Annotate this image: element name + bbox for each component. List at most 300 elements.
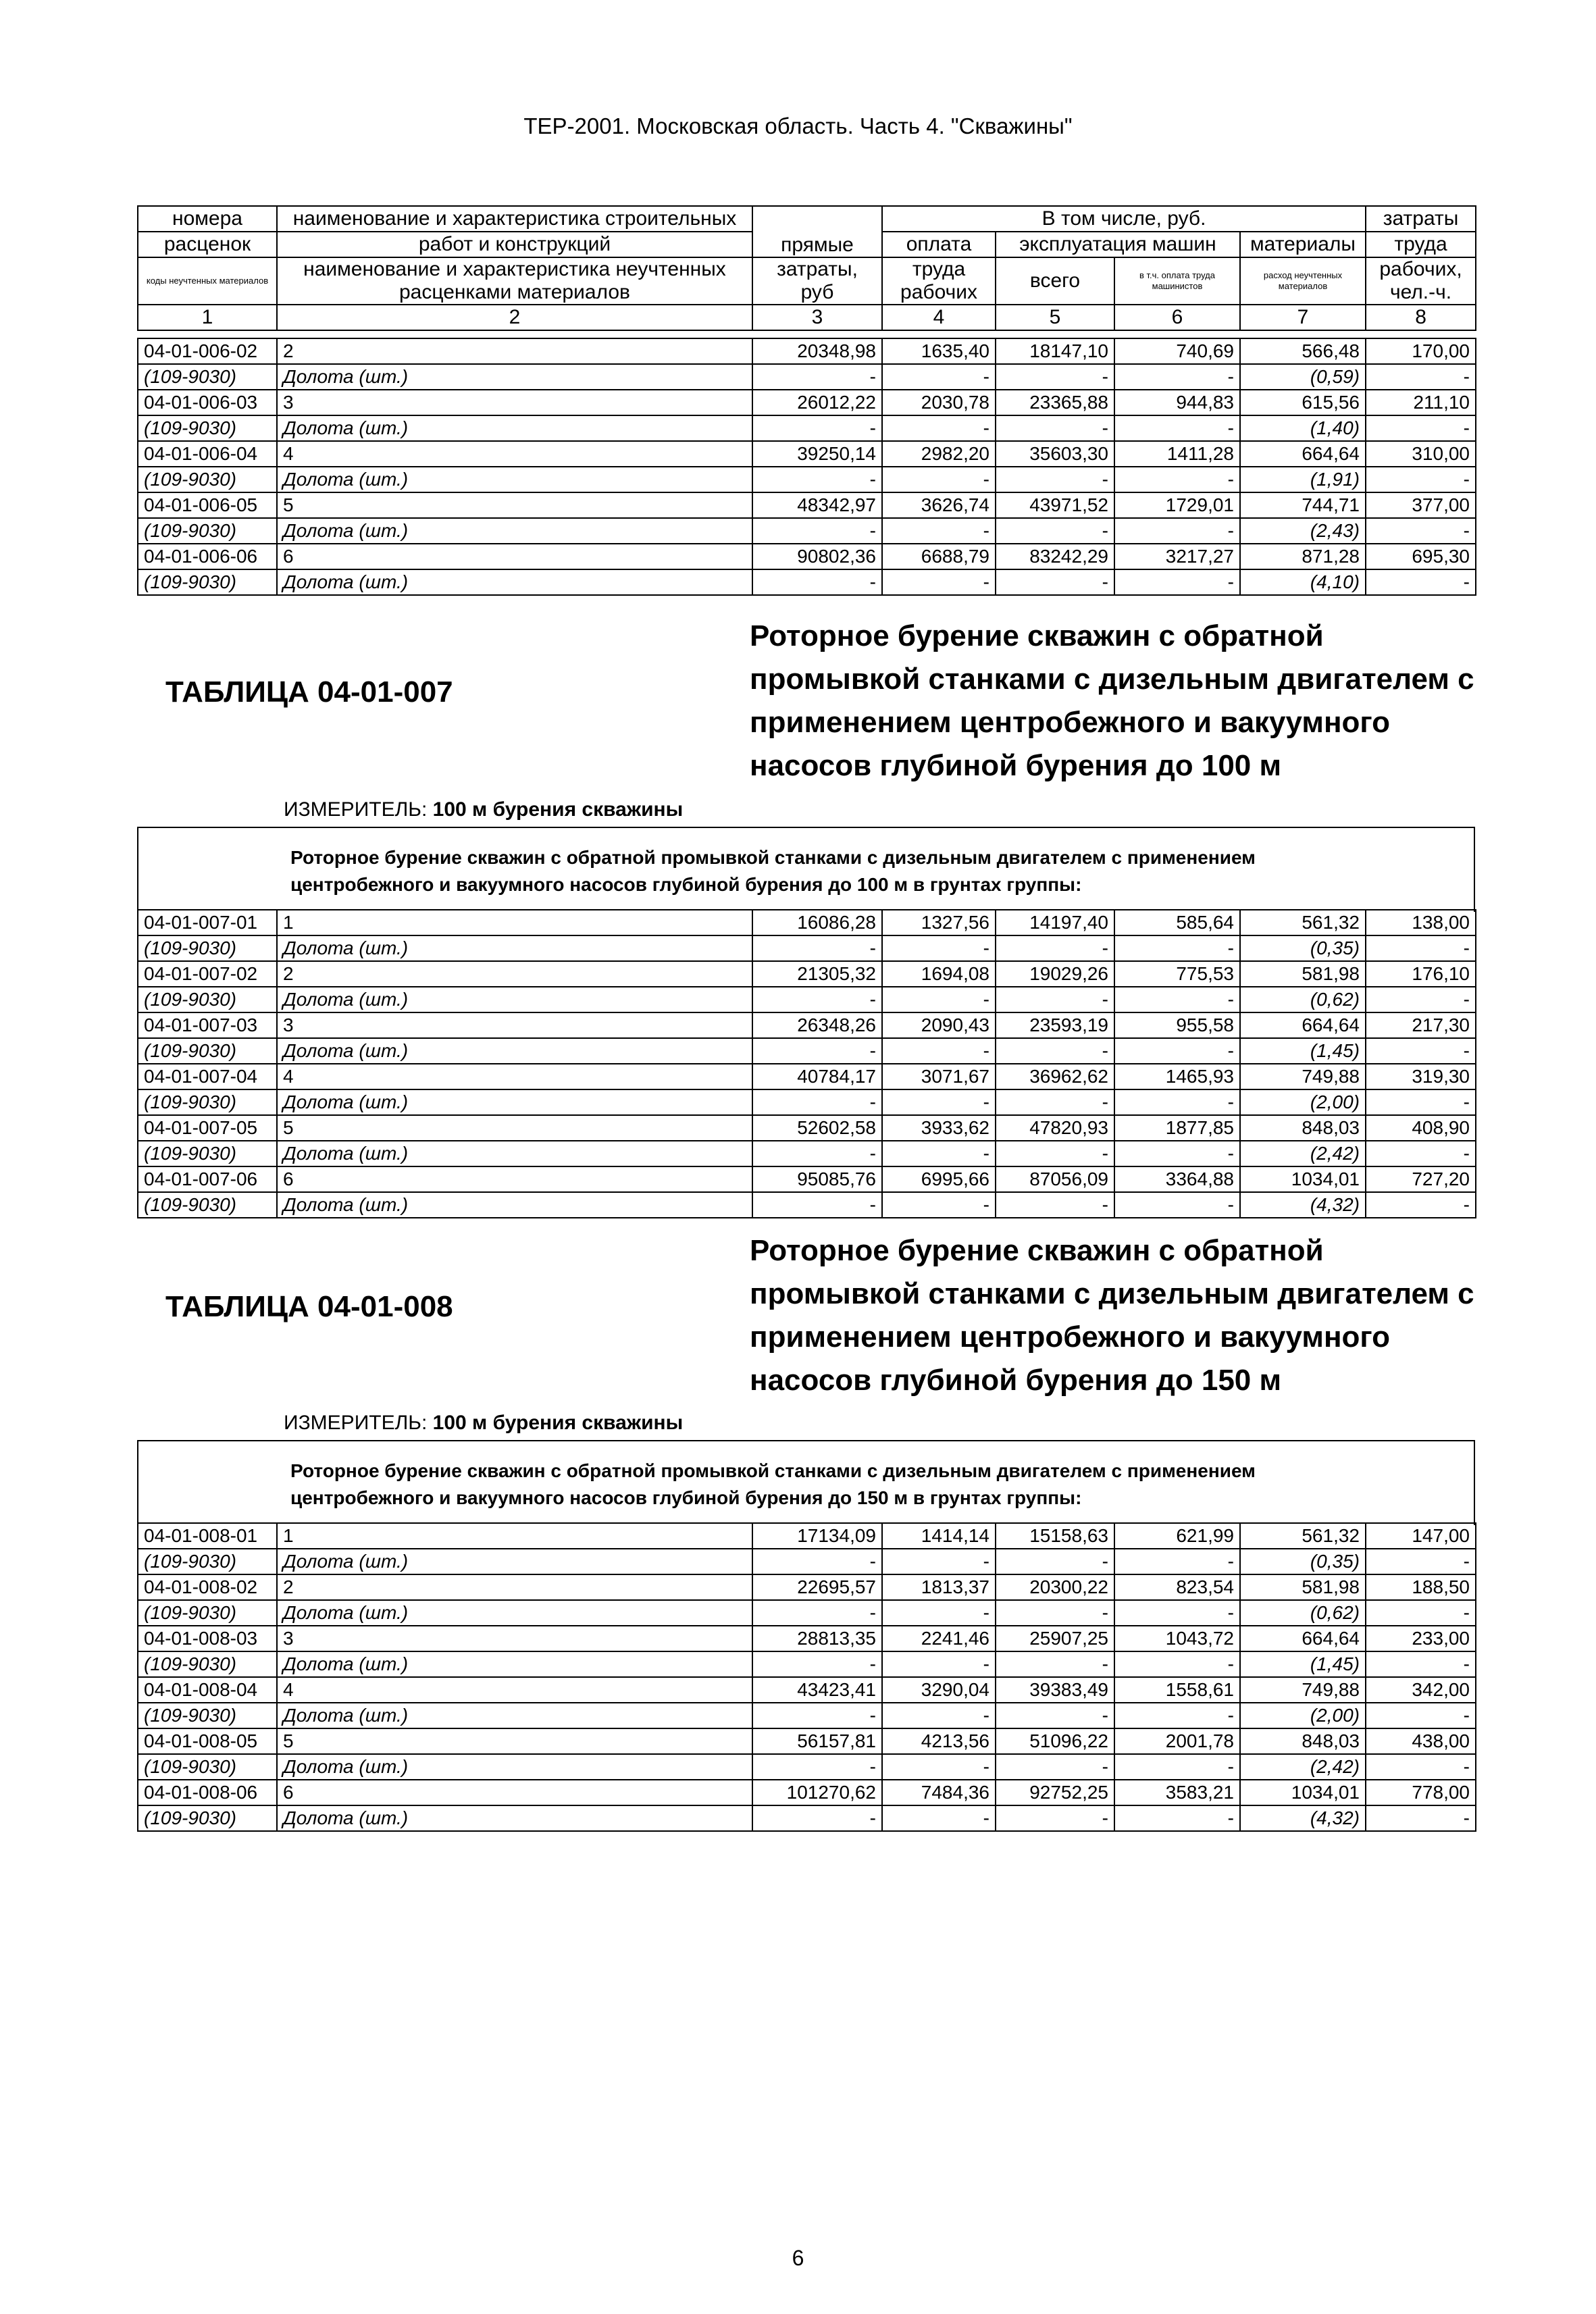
soil-group: 3 <box>277 1626 752 1651</box>
dash-cell: - <box>752 518 882 544</box>
machine-operation: 87056,09 <box>996 1166 1114 1192</box>
materials: 744,71 <box>1240 492 1366 518</box>
dash-cell: - <box>996 1754 1114 1780</box>
materials: 615,56 <box>1240 390 1366 415</box>
material-row <box>138 518 1476 544</box>
machine-operation: 51096,22 <box>996 1728 1114 1754</box>
dash-cell: - <box>1366 987 1476 1012</box>
hdr-oplata-2: труда <box>912 258 966 280</box>
dash-cell: - <box>882 1038 996 1064</box>
dash-cell: - <box>882 1192 996 1218</box>
material-qty: (0,59) <box>1240 364 1366 390</box>
meter-007 <box>284 798 683 821</box>
meter-value: 100 м бурения скважины <box>432 798 684 821</box>
dash-cell: - <box>1114 1038 1240 1064</box>
rate-code: 04-01-006-04 <box>138 441 277 467</box>
machine-operation: 47820,93 <box>996 1115 1114 1141</box>
direct-costs: 39250,14 <box>752 441 882 467</box>
direct-costs: 17134,09 <box>752 1523 882 1549</box>
hdr-naim-1: наименование и характеристика строительных <box>277 206 752 232</box>
dash-cell: - <box>1366 1549 1476 1574</box>
machine-operation: 14197,40 <box>996 910 1114 935</box>
dash-cell: - <box>882 935 996 961</box>
hdr-naim-3: наименование и характеристика неучтенных <box>303 258 726 280</box>
soil-group: 1 <box>277 910 752 935</box>
hdr-vsego: всего <box>996 257 1114 305</box>
rate-code: 04-01-008-01 <box>138 1523 277 1549</box>
dash-cell: - <box>1366 1192 1476 1218</box>
labor-hours: 170,00 <box>1366 338 1476 364</box>
soil-group: 6 <box>277 1780 752 1805</box>
machinist-pay: 1877,85 <box>1114 1115 1240 1141</box>
soil-group: 4 <box>277 441 752 467</box>
section-title-line: применением центробежного и вакуумного <box>750 706 1391 739</box>
dash-cell: - <box>996 1651 1114 1677</box>
hdr-naim-2: работ и конструкций <box>277 232 752 257</box>
material-code: (109-9030) <box>138 569 277 595</box>
hdr-vtch: в т.ч. оплата труда машинистов <box>1114 257 1240 305</box>
soil-group: 4 <box>277 1677 752 1703</box>
machinist-pay: 585,64 <box>1114 910 1240 935</box>
rate-code: 04-01-008-06 <box>138 1780 277 1805</box>
hdr-zatraty-2: труда <box>1366 232 1476 257</box>
soil-group: 5 <box>277 1728 752 1754</box>
material-qty: (2,42) <box>1240 1754 1366 1780</box>
dash-cell: - <box>996 1549 1114 1574</box>
labor-pay: 2090,43 <box>882 1012 996 1038</box>
dash-cell: - <box>1114 569 1240 595</box>
dash-cell: - <box>1114 935 1240 961</box>
rate-code: 04-01-007-06 <box>138 1166 277 1192</box>
rate-code: 04-01-007-01 <box>138 910 277 935</box>
soil-group: 6 <box>277 544 752 569</box>
machinist-pay: 1729,01 <box>1114 492 1240 518</box>
machine-operation: 15158,63 <box>996 1523 1114 1549</box>
labor-hours: 695,30 <box>1366 544 1476 569</box>
dash-cell: - <box>1366 1651 1476 1677</box>
rate-code: 04-01-008-02 <box>138 1574 277 1600</box>
material-name: Долота (шт.) <box>277 415 752 441</box>
soil-group: 1 <box>277 1523 752 1549</box>
material-name: Долота (шт.) <box>277 987 752 1012</box>
labor-pay: 2982,20 <box>882 441 996 467</box>
machine-operation: 35603,30 <box>996 441 1114 467</box>
dash-cell: - <box>882 415 996 441</box>
dash-cell: - <box>1114 467 1240 492</box>
machinist-pay: 955,58 <box>1114 1012 1240 1038</box>
dash-cell: - <box>1366 364 1476 390</box>
direct-costs: 90802,36 <box>752 544 882 569</box>
hdr-rascenok: расценок <box>138 232 277 257</box>
hdr-zatraty-3: рабочих, <box>1379 258 1462 280</box>
material-row <box>138 987 1476 1012</box>
material-name: Долота (шт.) <box>277 364 752 390</box>
direct-costs: 26012,22 <box>752 390 882 415</box>
soil-group: 2 <box>277 961 752 987</box>
table-label-007: ТАБЛИЦА 04-01-007 <box>165 675 453 709</box>
machine-operation: 19029,26 <box>996 961 1114 987</box>
direct-costs: 52602,58 <box>752 1115 882 1141</box>
dash-cell: - <box>882 1754 996 1780</box>
dash-cell: - <box>752 1703 882 1728</box>
materials: 566,48 <box>1240 338 1366 364</box>
material-row <box>138 569 1476 595</box>
labor-pay: 4213,56 <box>882 1728 996 1754</box>
hdr-col-num-7: 7 <box>1240 305 1366 330</box>
rate-code: 04-01-007-02 <box>138 961 277 987</box>
rate-code: 04-01-006-06 <box>138 544 277 569</box>
material-name: Долота (шт.) <box>277 1600 752 1626</box>
rate-row <box>138 390 1476 415</box>
machine-operation: 92752,25 <box>996 1780 1114 1805</box>
material-name: Долота (шт.) <box>277 518 752 544</box>
material-qty: (2,42) <box>1240 1141 1366 1166</box>
dash-cell: - <box>996 415 1114 441</box>
material-code: (109-9030) <box>138 415 277 441</box>
dash-cell: - <box>996 1600 1114 1626</box>
labor-pay: 1694,08 <box>882 961 996 987</box>
labor-pay: 1635,40 <box>882 338 996 364</box>
rate-row <box>138 1115 1476 1141</box>
dash-cell: - <box>1366 569 1476 595</box>
dash-cell: - <box>752 569 882 595</box>
material-code: (109-9030) <box>138 364 277 390</box>
section-title-007 <box>750 615 1474 788</box>
machine-operation: 36962,62 <box>996 1064 1114 1089</box>
hdr-materialy: материалы <box>1240 232 1366 257</box>
material-name: Долота (шт.) <box>277 1703 752 1728</box>
hdr-vtom: В том числе, руб. <box>882 206 1366 232</box>
materials: 664,64 <box>1240 1626 1366 1651</box>
rate-row <box>138 338 1476 364</box>
hdr-col-num-8: 8 <box>1366 305 1476 330</box>
dash-cell: - <box>1114 1089 1240 1115</box>
section-title-008 <box>750 1229 1474 1402</box>
material-name: Долота (шт.) <box>277 1141 752 1166</box>
labor-pay: 6995,66 <box>882 1166 996 1192</box>
rates-table-008 <box>137 1522 1476 1832</box>
material-code: (109-9030) <box>138 987 277 1012</box>
materials: 664,64 <box>1240 1012 1366 1038</box>
meter-label: ИЗМЕРИТЕЛЬ: <box>284 798 428 821</box>
dash-cell: - <box>882 1549 996 1574</box>
material-code: (109-9030) <box>138 1600 277 1626</box>
direct-costs: 40784,17 <box>752 1064 882 1089</box>
hdr-col-num-3: 3 <box>752 305 882 330</box>
labor-pay: 1327,56 <box>882 910 996 935</box>
materials: 749,88 <box>1240 1064 1366 1089</box>
material-code: (109-9030) <box>138 1038 277 1064</box>
soil-group: 3 <box>277 1012 752 1038</box>
direct-costs: 101270,62 <box>752 1780 882 1805</box>
material-qty: (0,62) <box>1240 987 1366 1012</box>
rate-row <box>138 1728 1476 1754</box>
labor-pay: 3290,04 <box>882 1677 996 1703</box>
dash-cell: - <box>1366 1089 1476 1115</box>
soil-group: 2 <box>277 338 752 364</box>
material-qty: (0,62) <box>1240 1600 1366 1626</box>
materials: 871,28 <box>1240 544 1366 569</box>
material-row <box>138 1141 1476 1166</box>
material-name: Долота (шт.) <box>277 1192 752 1218</box>
dash-cell: - <box>1114 518 1240 544</box>
dash-cell: - <box>996 364 1114 390</box>
materials: 749,88 <box>1240 1677 1366 1703</box>
material-code: (109-9030) <box>138 1549 277 1574</box>
material-name: Долота (шт.) <box>277 1089 752 1115</box>
page-number: 6 <box>792 2246 804 2270</box>
labor-hours: 138,00 <box>1366 910 1476 935</box>
material-name: Долота (шт.) <box>277 1038 752 1064</box>
machinist-pay: 1411,28 <box>1114 441 1240 467</box>
dash-cell: - <box>1366 1141 1476 1166</box>
hdr-zatraty-4: чел.-ч. <box>1389 281 1452 303</box>
hdr-kody: коды неучтенных материалов <box>138 257 277 305</box>
materials: 1034,01 <box>1240 1780 1366 1805</box>
machinist-pay: 823,54 <box>1114 1574 1240 1600</box>
material-row <box>138 1805 1476 1831</box>
rate-code: 04-01-007-04 <box>138 1064 277 1089</box>
dash-cell: - <box>882 1651 996 1677</box>
hdr-pryamye-1: прямые <box>752 206 882 257</box>
materials: 848,03 <box>1240 1728 1366 1754</box>
labor-hours: 176,10 <box>1366 961 1476 987</box>
machine-operation: 20300,22 <box>996 1574 1114 1600</box>
dash-cell: - <box>882 1141 996 1166</box>
machinist-pay: 1043,72 <box>1114 1626 1240 1651</box>
machinist-pay: 3583,21 <box>1114 1780 1240 1805</box>
labor-hours: 377,00 <box>1366 492 1476 518</box>
soil-group: 5 <box>277 1115 752 1141</box>
dash-cell: - <box>1114 1192 1240 1218</box>
labor-hours: 408,90 <box>1366 1115 1476 1141</box>
material-qty: (4,32) <box>1240 1192 1366 1218</box>
material-code: (109-9030) <box>138 1192 277 1218</box>
direct-costs: 28813,35 <box>752 1626 882 1651</box>
direct-costs: 16086,28 <box>752 910 882 935</box>
soil-group: 3 <box>277 390 752 415</box>
dash-cell: - <box>882 987 996 1012</box>
material-row <box>138 1651 1476 1677</box>
material-qty: (2,00) <box>1240 1089 1366 1115</box>
material-row <box>138 467 1476 492</box>
meter-value: 100 м бурения скважины <box>432 1412 684 1434</box>
hdr-ekspl: эксплуатация машин <box>996 232 1240 257</box>
machinist-pay: 1465,93 <box>1114 1064 1240 1089</box>
rate-row <box>138 1626 1476 1651</box>
material-code: (109-9030) <box>138 1089 277 1115</box>
dash-cell: - <box>1114 1549 1240 1574</box>
dash-cell: - <box>752 987 882 1012</box>
material-qty: (4,10) <box>1240 569 1366 595</box>
section-title-line: Роторное бурение скважин с обратной <box>750 619 1324 652</box>
hdr-pryamye-2-3 <box>752 257 882 305</box>
material-code: (109-9030) <box>138 1805 277 1831</box>
dash-cell: - <box>882 364 996 390</box>
rate-code: 04-01-008-03 <box>138 1626 277 1651</box>
rate-row <box>138 544 1476 569</box>
rate-code: 04-01-008-04 <box>138 1677 277 1703</box>
dash-cell: - <box>1114 1805 1240 1831</box>
dash-cell: - <box>1114 1651 1240 1677</box>
section-title-line: применением центробежного и вакуумного <box>750 1320 1391 1354</box>
material-row <box>138 1549 1476 1574</box>
dash-cell: - <box>882 1600 996 1626</box>
material-qty: (1,40) <box>1240 415 1366 441</box>
machine-operation: 83242,29 <box>996 544 1114 569</box>
rate-row <box>138 492 1476 518</box>
material-row <box>138 1754 1476 1780</box>
dash-cell: - <box>882 467 996 492</box>
material-qty: (1,45) <box>1240 1038 1366 1064</box>
dash-cell: - <box>996 569 1114 595</box>
rates-table-007 <box>137 909 1476 1218</box>
material-row <box>138 1600 1476 1626</box>
machinist-pay: 740,69 <box>1114 338 1240 364</box>
intro-line: центробежного и вакуумного насосов глубиной бурения до 100 м в грунтах группы: <box>290 874 1082 895</box>
rates-table-006 <box>137 338 1476 596</box>
materials: 848,03 <box>1240 1115 1366 1141</box>
dash-cell: - <box>882 1703 996 1728</box>
direct-costs: 26348,26 <box>752 1012 882 1038</box>
dash-cell: - <box>1366 1805 1476 1831</box>
material-code: (109-9030) <box>138 1651 277 1677</box>
section-title-line: промывкой станками с дизельным двигателем с <box>750 1277 1474 1310</box>
dash-cell: - <box>1366 1754 1476 1780</box>
dash-cell: - <box>996 518 1114 544</box>
rate-row <box>138 910 1476 935</box>
labor-pay: 1813,37 <box>882 1574 996 1600</box>
dash-cell: - <box>1366 467 1476 492</box>
material-row <box>138 1192 1476 1218</box>
rate-code: 04-01-006-02 <box>138 338 277 364</box>
hdr-col-num-1: 1 <box>138 305 277 330</box>
material-name: Долота (шт.) <box>277 1549 752 1574</box>
labor-pay: 2241,46 <box>882 1626 996 1651</box>
direct-costs: 22695,57 <box>752 1574 882 1600</box>
labor-hours: 147,00 <box>1366 1523 1476 1549</box>
dash-cell: - <box>752 1549 882 1574</box>
dash-cell: - <box>752 1805 882 1831</box>
dash-cell: - <box>1114 1754 1240 1780</box>
dash-cell: - <box>996 1192 1114 1218</box>
dash-cell: - <box>752 1038 882 1064</box>
machinist-pay: 2001,78 <box>1114 1728 1240 1754</box>
section-title-line: Роторное бурение скважин с обратной <box>750 1234 1324 1267</box>
material-qty: (0,35) <box>1240 1549 1366 1574</box>
hdr-rashod: расход неучтенных материалов <box>1240 257 1366 305</box>
labor-pay: 7484,36 <box>882 1780 996 1805</box>
material-name: Долота (шт.) <box>277 467 752 492</box>
material-qty: (4,32) <box>1240 1805 1366 1831</box>
labor-hours: 310,00 <box>1366 441 1476 467</box>
hdr-col-num-5: 5 <box>996 305 1114 330</box>
material-row <box>138 1703 1476 1728</box>
labor-hours: 778,00 <box>1366 1780 1476 1805</box>
hdr-oplata-2-3 <box>882 257 996 305</box>
dash-cell: - <box>996 1038 1114 1064</box>
intro-text-007 <box>290 844 1256 898</box>
material-code: (109-9030) <box>138 935 277 961</box>
soil-group: 6 <box>277 1166 752 1192</box>
material-name: Долота (шт.) <box>277 569 752 595</box>
soil-group: 5 <box>277 492 752 518</box>
rate-row <box>138 441 1476 467</box>
direct-costs: 43423,41 <box>752 1677 882 1703</box>
labor-hours: 211,10 <box>1366 390 1476 415</box>
soil-group: 2 <box>277 1574 752 1600</box>
material-row <box>138 415 1476 441</box>
meter-008 <box>284 1412 683 1435</box>
material-qty: (1,45) <box>1240 1651 1366 1677</box>
intro-line: Роторное бурение скважин с обратной промывкой станками с дизельным двигателем с применением <box>290 847 1256 868</box>
labor-pay: 2030,78 <box>882 390 996 415</box>
dash-cell: - <box>1114 987 1240 1012</box>
rate-code: 04-01-006-05 <box>138 492 277 518</box>
material-code: (109-9030) <box>138 467 277 492</box>
labor-pay: 6688,79 <box>882 544 996 569</box>
dash-cell: - <box>996 1089 1114 1115</box>
labor-pay: 3071,67 <box>882 1064 996 1089</box>
section-title-line: насосов глубиной бурения до 150 м <box>750 1364 1282 1397</box>
page-header: ТЕР-2001. Московская область. Часть 4. "Скважины" <box>523 113 1073 138</box>
machine-operation: 43971,52 <box>996 492 1114 518</box>
rate-row <box>138 1064 1476 1089</box>
rate-row <box>138 1677 1476 1703</box>
direct-costs: 48342,97 <box>752 492 882 518</box>
rate-code: 04-01-007-03 <box>138 1012 277 1038</box>
direct-costs: 21305,32 <box>752 961 882 987</box>
labor-pay: 1414,14 <box>882 1523 996 1549</box>
material-code: (109-9030) <box>138 1754 277 1780</box>
materials: 581,98 <box>1240 1574 1366 1600</box>
material-row <box>138 364 1476 390</box>
rate-row <box>138 1780 1476 1805</box>
hdr-col-num-6: 6 <box>1114 305 1240 330</box>
material-code: (109-9030) <box>138 1141 277 1166</box>
dash-cell: - <box>1366 935 1476 961</box>
labor-pay: 3933,62 <box>882 1115 996 1141</box>
machine-operation: 23593,19 <box>996 1012 1114 1038</box>
labor-hours: 188,50 <box>1366 1574 1476 1600</box>
hdr-naim-3-4 <box>277 257 752 305</box>
labor-hours: 342,00 <box>1366 1677 1476 1703</box>
direct-costs: 20348,98 <box>752 338 882 364</box>
rate-code: 04-01-008-05 <box>138 1728 277 1754</box>
machinist-pay: 3217,27 <box>1114 544 1240 569</box>
material-row <box>138 935 1476 961</box>
dash-cell: - <box>752 415 882 441</box>
intro-line: центробежного и вакуумного насосов глубиной бурения до 150 м в грунтах группы: <box>290 1487 1082 1508</box>
dash-cell: - <box>752 1754 882 1780</box>
hdr-zatraty-3-4 <box>1366 257 1476 305</box>
labor-hours: 438,00 <box>1366 1728 1476 1754</box>
material-qty: (1,91) <box>1240 467 1366 492</box>
meter-label: ИЗМЕРИТЕЛЬ: <box>284 1412 428 1434</box>
dash-cell: - <box>1366 1703 1476 1728</box>
section-title-line: промывкой станками с дизельным двигателем с <box>750 663 1474 696</box>
hdr-col-num-4: 4 <box>882 305 996 330</box>
material-qty: (2,00) <box>1240 1703 1366 1728</box>
materials: 1034,01 <box>1240 1166 1366 1192</box>
dash-cell: - <box>1366 518 1476 544</box>
dash-cell: - <box>882 1805 996 1831</box>
dash-cell: - <box>882 1089 996 1115</box>
dash-cell: - <box>1114 415 1240 441</box>
hdr-pryamye-3: руб <box>800 281 834 303</box>
hdr-pryamye-2: затраты, <box>777 258 858 280</box>
dash-cell: - <box>996 467 1114 492</box>
